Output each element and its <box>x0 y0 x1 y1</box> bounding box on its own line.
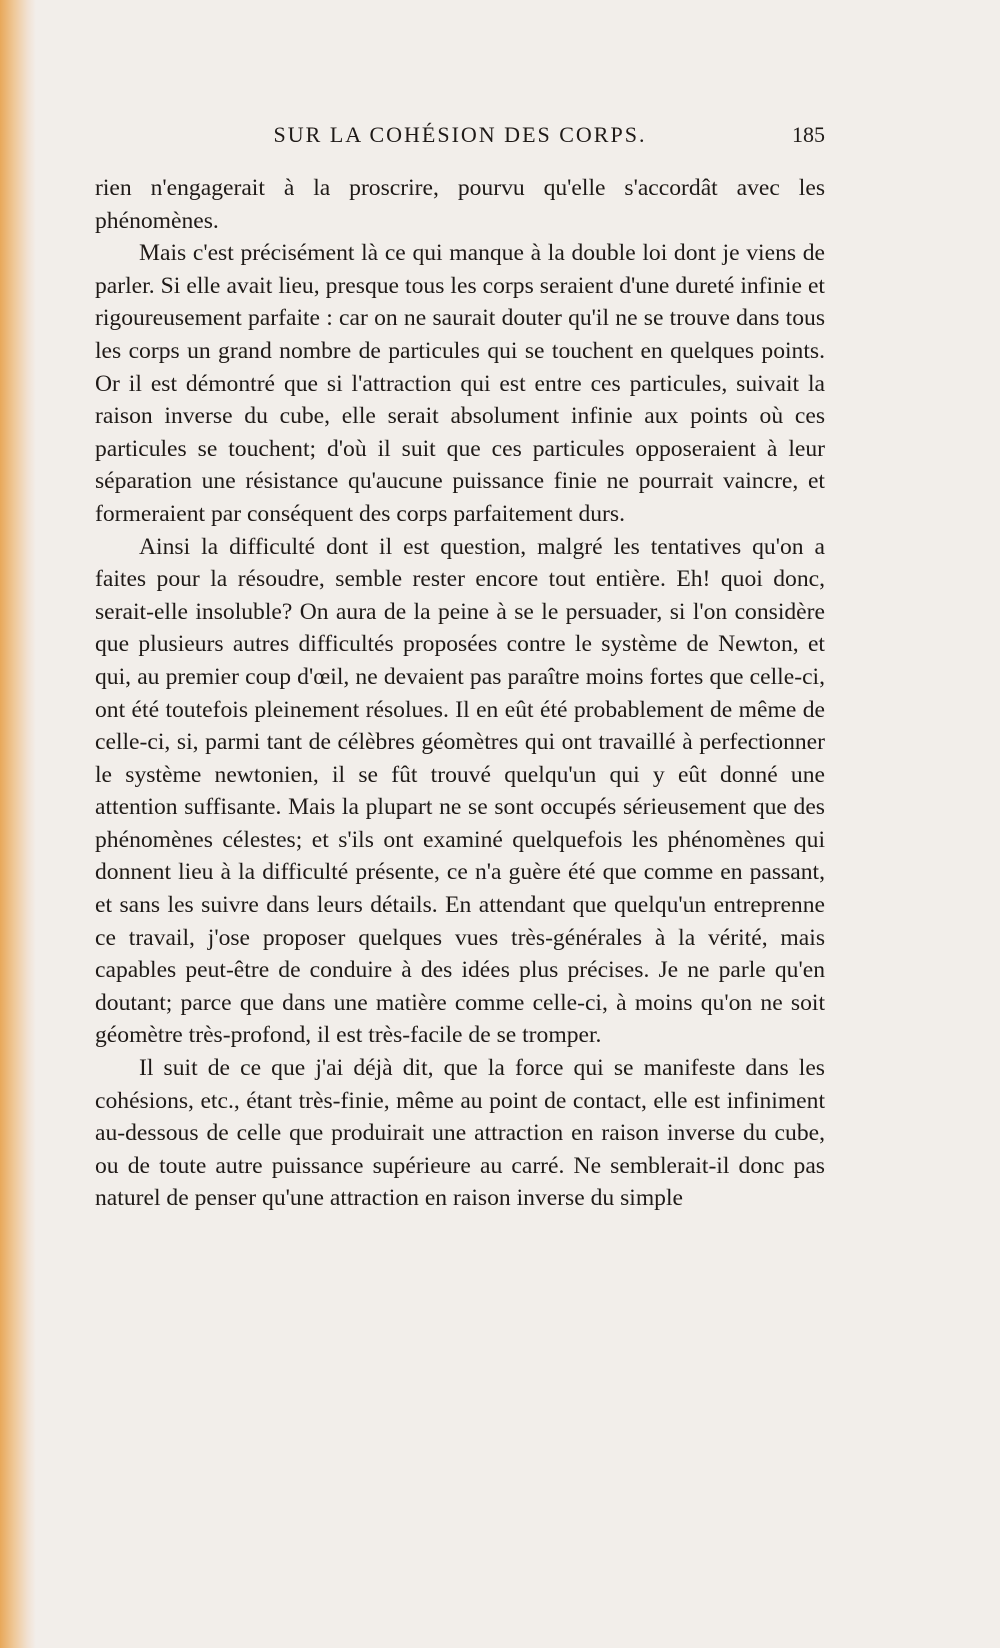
paragraph-double-loi: Mais c'est précisément là ce qui manque à la double loi dont je viens de parler. Si elle avait lieu, presque tous les corps seraient d'une dureté infinie et rigoureusement parfaite : car on ne saurait douter qu'il ne se trouve dans tous les corps un grand nombre de particules qui se touchent en quelques points. Or il est démontré que si l'attraction qui est entre ces particules, suivait la raison inverse du cube, elle serait absolument infinie aux points où ces particules se touchent; d'où il suit que ces particules opposeraient à leur séparation une résistance qu'aucune puissance finie ne pourrait vaincre, et formeraient par conséquent des corps parfaitement durs. <box>95 240 825 527</box>
page-number: 185 <box>792 122 825 147</box>
paragraph-difficulte: Ainsi la difficulté dont il est question, malgré les tentatives qu'on a faites pour la résoudre, semble rester encore tout entière. Eh! quoi donc, serait-elle insoluble? On aura de la peine à se le persuader, si l'on considère que plusieurs autres difficultés proposées contre le système de Newton, et qui, au premier coup d'œil, ne devaient pas paraître moins fortes que celle-ci, ont été toutefois pleinement résolues. Il en eût été probablement de même de celle-ci, si, parmi tant de célèbres géomètres qui ont travaillé à perfectionner le système newtonien, il se fût trouvé quelqu'un qui y eût donné une attention suffisante. Mais la plupart ne se sont occupés sérieusement que des phénomènes célestes; et s'ils ont examiné quelquefois les phénomènes qui donnent lieu à la difficulté présente, ce n'a guère été que comme en passant, et sans les suivre dans leurs détails. En attendant que quelqu'un entreprenne ce travail, j'ose proposer quelques vues très-générales à la vérité, mais capables peut-être de conduire à des idées plus précises. Je ne parle qu'en doutant; parce que dans une matière comme celle-ci, à moins qu'on ne soit géomètre très-profond, il est très-facile de se tromper. <box>95 533 825 1049</box>
text-block <box>95 118 825 1215</box>
running-title: SUR LA COHÉSION DES CORPS. <box>273 122 647 147</box>
paragraph-continuation: rien n'engagerait à la proscrire, pourvu qu'elle s'accordât avec les phénomènes. <box>95 175 825 234</box>
paragraph-force-cohesion: Il suit de ce que j'ai déjà dit, que la force qui se manifeste dans les cohésions, etc., étant très-finie, même au point de contact, elle est infiniment au-dessous de celle que produirait une attraction en raison inverse du cube, ou de toute autre puissance supérieure au carré. Ne semblerait-il donc pas naturel de penser qu'une attraction en raison inverse du simple <box>95 1055 825 1212</box>
running-head <box>95 118 825 158</box>
page-binding-edge <box>0 0 36 1648</box>
